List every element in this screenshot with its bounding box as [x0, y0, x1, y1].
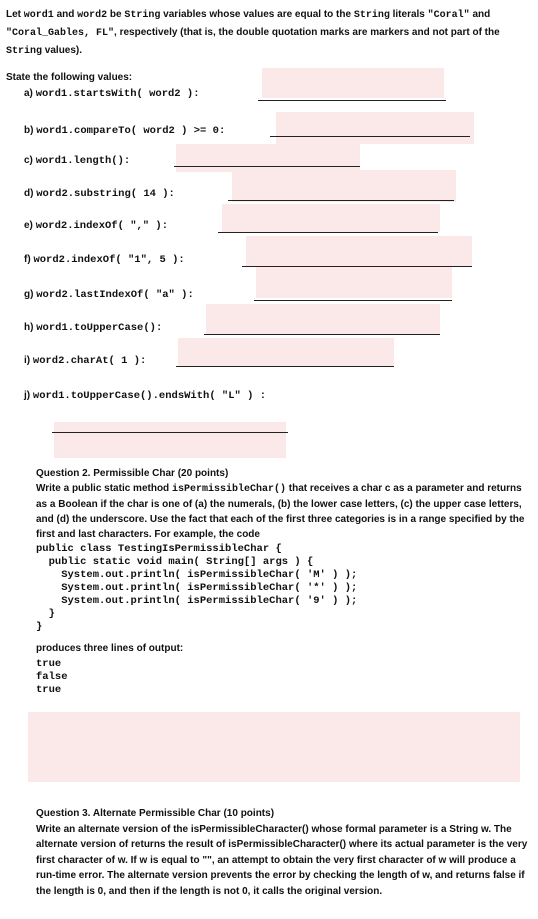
answer-line-j	[52, 432, 288, 433]
item-g: g) word2.lastIndexOf( "a" ):	[24, 289, 194, 301]
state-heading: State the following values:	[6, 72, 133, 83]
answer-line-f	[242, 266, 472, 267]
answer-line-c	[174, 166, 360, 167]
answer-box-d[interactable]	[232, 170, 456, 202]
answer-box-g[interactable]	[256, 266, 452, 298]
item-b: b) word1.compareTo( word2 ) >= 0:	[24, 125, 226, 137]
output-example: true false true	[36, 658, 68, 696]
answer-line-h	[204, 334, 440, 335]
question-2-title: Question 2. Permissible Char (20 points)	[36, 468, 229, 479]
answer-box-f[interactable]	[246, 236, 472, 266]
item-j: j) word1.toUpperCase().endsWith( "L" ) :	[24, 390, 267, 402]
answer-box-a[interactable]	[262, 68, 444, 98]
item-e: e) word2.indexOf( "," ):	[24, 220, 169, 232]
item-d: d) word2.substring( 14 ):	[24, 188, 175, 200]
question-2	[36, 466, 532, 542]
question-3-body: Write an alternate version of the isPermissibleCharacter() whose formal parameter is a String w. The alternate version of returns the result of isPermissibleCharacter() where its actual parameter is the very first character of w. If w is equal to "", an attempt to obtain the very first character of w will produce a run-time error. The alternate version prevents the error by checking the length of w, and returns false if the length is 0, and then if the length is not 0, it calls the original version.	[36, 823, 528, 897]
answer-box-h[interactable]	[206, 304, 440, 334]
answer-box-j[interactable]	[54, 422, 286, 458]
answer-line-e	[218, 232, 438, 233]
answer-line-a	[258, 100, 446, 101]
item-f: f) word2.indexOf( "1", 5 ):	[24, 254, 185, 266]
code-example: public class TestingIsPermissibleChar { public static void main( String[] args ) { System.out.println( isPermissibleChar( 'M' ) ); System.out.println( isPermissibleChar( '*' ) ); System.out.println( isPermissibleChar( '9' ) ); } }	[36, 543, 358, 633]
answer-box-b[interactable]	[276, 112, 474, 144]
item-i: i) word2.charAt( 1 ):	[24, 355, 147, 367]
intro-paragraph: Let word1 and word2 be String variables whose values are equal to the String literals "Coral" and "Coral_Gables, FL", respectively (that is, the double quotation marks are markers and not part of the String values).	[6, 9, 500, 57]
answer-line-i	[176, 366, 394, 367]
question-3-title: Question 3. Alternate Permissible Char (10 points)	[36, 808, 275, 819]
answer-box-i[interactable]	[178, 338, 394, 366]
answer-box-q2[interactable]	[28, 712, 520, 782]
item-c: c) word1.length():	[24, 155, 131, 167]
item-a: a) word1.startsWith( word2 ):	[24, 88, 200, 100]
answer-line-g	[254, 300, 452, 301]
item-h: h) word1.toUpperCase():	[24, 322, 163, 334]
answer-box-e[interactable]	[222, 204, 440, 232]
question-2-body: Write a public static method isPermissibleChar() that receives a char c as a parameter and returns as a Boolean if the char is one of (a) the numerals, (b) the lower case letters, (c) the upper case letters, and (d) the underscore. Use the fact that each of the first three categories is in a range specified by the first and last characters. For example, the code	[36, 483, 525, 540]
produces-text: produces three lines of output:	[36, 643, 184, 654]
answer-line-b	[270, 136, 470, 137]
answer-line-d	[228, 200, 454, 201]
answer-box-c[interactable]	[176, 144, 360, 172]
question-3	[36, 806, 532, 899]
